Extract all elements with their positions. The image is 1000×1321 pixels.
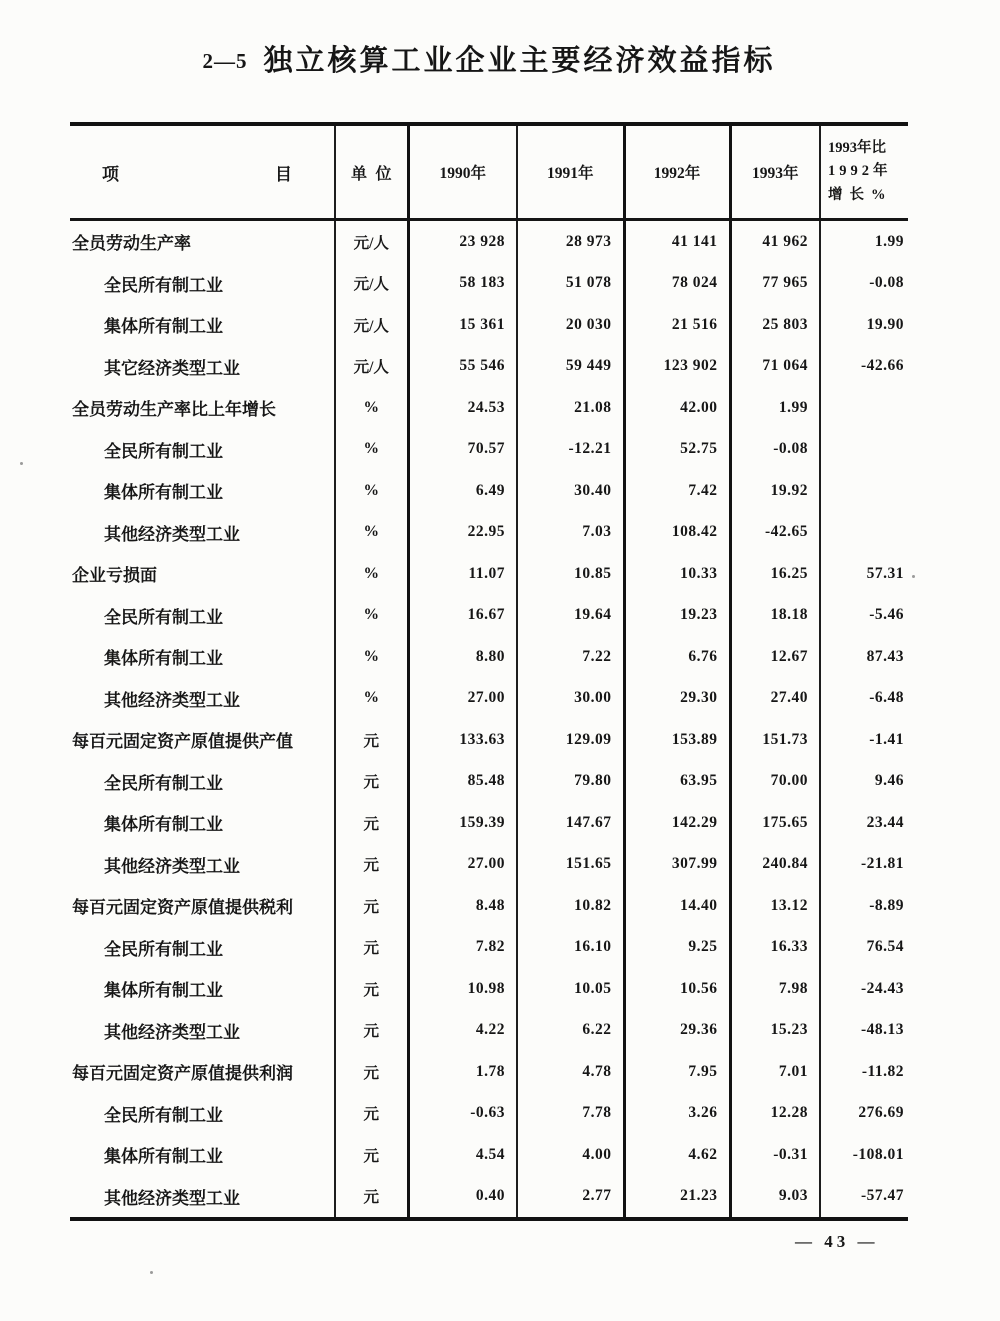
value-1993-cell: 240.84 xyxy=(730,844,820,886)
value-1992-cell: 10.33 xyxy=(624,553,730,595)
item-label-cell: 其他经济类型工业 xyxy=(104,1188,240,1208)
growth-value-cell: -57.47 xyxy=(820,1176,908,1220)
value-1991-cell: 30.40 xyxy=(517,470,624,512)
value-1990-cell: 159.39 xyxy=(408,802,517,844)
unit-cell: % xyxy=(335,387,408,429)
value-1993-cell: 9.03 xyxy=(730,1176,820,1220)
value-1990-cell: 1.78 xyxy=(408,1051,517,1093)
value-1990-cell: 8.48 xyxy=(408,885,517,927)
growth-header-line3: 增长% xyxy=(828,186,893,203)
value-1993-cell: 7.01 xyxy=(730,1051,820,1093)
table-row xyxy=(70,636,908,678)
growth-value-cell xyxy=(820,429,908,471)
item-label-cell: 每百元固定资产原值提供产值 xyxy=(72,732,293,752)
table-row xyxy=(70,263,908,305)
table-row xyxy=(70,387,908,429)
value-1991-cell: -12.21 xyxy=(517,429,624,471)
value-1991-cell: 7.78 xyxy=(517,1093,624,1135)
value-1992-cell: 108.42 xyxy=(624,512,730,554)
unit-cell: 元 xyxy=(335,719,408,761)
value-1991-cell: 147.67 xyxy=(517,802,624,844)
value-1992-cell: 153.89 xyxy=(624,719,730,761)
growth-value-cell xyxy=(820,512,908,554)
value-1993-cell: 16.33 xyxy=(730,927,820,969)
value-1991-cell: 59 449 xyxy=(517,346,624,388)
growth-value-cell: -108.01 xyxy=(820,1134,908,1176)
value-1991-cell: 28 973 xyxy=(517,220,624,263)
table-row xyxy=(70,595,908,637)
table-row xyxy=(70,844,908,886)
table-row xyxy=(70,220,908,263)
unit-cell: % xyxy=(335,553,408,595)
table-row xyxy=(70,346,908,388)
item-label-cell: 企业亏损面 xyxy=(72,566,157,586)
col-header-1992: 1992年 xyxy=(624,124,730,220)
value-1991-cell: 21.08 xyxy=(517,387,624,429)
value-1992-cell: 52.75 xyxy=(624,429,730,471)
item-label-cell: 集体所有制工业 xyxy=(104,981,223,1001)
unit-cell: % xyxy=(335,470,408,512)
header-row xyxy=(70,124,908,220)
value-1991-cell: 10.05 xyxy=(517,968,624,1010)
value-1990-cell: 6.49 xyxy=(408,470,517,512)
value-1990-cell: 10.98 xyxy=(408,968,517,1010)
value-1992-cell: 6.76 xyxy=(624,636,730,678)
value-1992-cell: 21.23 xyxy=(624,1176,730,1220)
growth-value-cell: -11.82 xyxy=(820,1051,908,1093)
scan-speckle xyxy=(912,575,915,578)
unit-cell: 元 xyxy=(335,1010,408,1052)
value-1990-cell: 11.07 xyxy=(408,553,517,595)
table-number: 2—5 xyxy=(202,49,248,73)
value-1993-cell: 71 064 xyxy=(730,346,820,388)
growth-value-cell: 76.54 xyxy=(820,927,908,969)
value-1990-cell: 70.57 xyxy=(408,429,517,471)
value-1990-cell: 23 928 xyxy=(408,220,517,263)
col-header-1993: 1993年 xyxy=(730,124,820,220)
value-1991-cell: 79.80 xyxy=(517,761,624,803)
value-1991-cell: 4.00 xyxy=(517,1134,624,1176)
item-label-cell: 每百元固定资产原值提供利润 xyxy=(72,1064,293,1084)
value-1991-cell: 30.00 xyxy=(517,678,624,720)
value-1991-cell: 7.22 xyxy=(517,636,624,678)
table-row xyxy=(70,470,908,512)
growth-value-cell: -48.13 xyxy=(820,1010,908,1052)
value-1992-cell: 4.62 xyxy=(624,1134,730,1176)
value-1993-cell: 175.65 xyxy=(730,802,820,844)
value-1991-cell: 51 078 xyxy=(517,263,624,305)
item-label-cell: 全民所有制工业 xyxy=(104,441,223,461)
value-1991-cell: 151.65 xyxy=(517,844,624,886)
value-1990-cell: 55 546 xyxy=(408,346,517,388)
value-1992-cell: 29.36 xyxy=(624,1010,730,1052)
growth-value-cell: -8.89 xyxy=(820,885,908,927)
value-1993-cell: 13.12 xyxy=(730,885,820,927)
growth-value-cell: 23.44 xyxy=(820,802,908,844)
value-1993-cell: 12.67 xyxy=(730,636,820,678)
unit-cell: 元/人 xyxy=(335,304,408,346)
unit-cell: 元 xyxy=(335,968,408,1010)
value-1993-cell: 151.73 xyxy=(730,719,820,761)
unit-cell: 元 xyxy=(335,1051,408,1093)
value-1990-cell: 4.22 xyxy=(408,1010,517,1052)
unit-cell: % xyxy=(335,429,408,471)
value-1992-cell: 7.42 xyxy=(624,470,730,512)
value-1991-cell: 10.85 xyxy=(517,553,624,595)
value-1992-cell: 123 902 xyxy=(624,346,730,388)
value-1990-cell: 27.00 xyxy=(408,844,517,886)
table-row xyxy=(70,1134,908,1176)
table-row xyxy=(70,885,908,927)
value-1992-cell: 307.99 xyxy=(624,844,730,886)
unit-cell: 元 xyxy=(335,1134,408,1176)
value-1990-cell: 0.40 xyxy=(408,1176,517,1220)
value-1991-cell: 16.10 xyxy=(517,927,624,969)
table-title: 独立核算工业企业主要经济效益指标 xyxy=(263,45,776,77)
col-header-unit: 单位 xyxy=(335,124,408,220)
value-1991-cell: 19.64 xyxy=(517,595,624,637)
value-1993-cell: -0.31 xyxy=(730,1134,820,1176)
table-row xyxy=(70,553,908,595)
item-label-cell: 集体所有制工业 xyxy=(104,483,223,503)
value-1993-cell: 16.25 xyxy=(730,553,820,595)
value-1990-cell: 4.54 xyxy=(408,1134,517,1176)
value-1991-cell: 4.78 xyxy=(517,1051,624,1093)
value-1993-cell: 19.92 xyxy=(730,470,820,512)
value-1992-cell: 41 141 xyxy=(624,220,730,263)
value-1991-cell: 20 030 xyxy=(517,304,624,346)
page-number: — 43 — xyxy=(795,1232,879,1251)
unit-cell: 元 xyxy=(335,1176,408,1220)
value-1993-cell: -0.08 xyxy=(730,429,820,471)
unit-cell: % xyxy=(335,636,408,678)
item-label-cell: 全民所有制工业 xyxy=(104,275,223,295)
value-1993-cell: 25 803 xyxy=(730,304,820,346)
value-1992-cell: 14.40 xyxy=(624,885,730,927)
value-1992-cell: 29.30 xyxy=(624,678,730,720)
value-1993-cell: 7.98 xyxy=(730,968,820,1010)
unit-cell: 元 xyxy=(335,927,408,969)
unit-cell: 元 xyxy=(335,885,408,927)
growth-value-cell: -21.81 xyxy=(820,844,908,886)
value-1993-cell: 41 962 xyxy=(730,220,820,263)
value-1990-cell: -0.63 xyxy=(408,1093,517,1135)
growth-value-cell: 9.46 xyxy=(820,761,908,803)
value-1992-cell: 42.00 xyxy=(624,387,730,429)
value-1992-cell: 10.56 xyxy=(624,968,730,1010)
item-label-cell: 其它经济类型工业 xyxy=(104,358,240,378)
value-1990-cell: 58 183 xyxy=(408,263,517,305)
growth-header-line2: 1992年 xyxy=(828,163,892,180)
value-1991-cell: 129.09 xyxy=(517,719,624,761)
unit-cell: 元/人 xyxy=(335,346,408,388)
value-1993-cell: 27.40 xyxy=(730,678,820,720)
item-label-cell: 全民所有制工业 xyxy=(104,607,223,627)
value-1990-cell: 8.80 xyxy=(408,636,517,678)
unit-cell: 元 xyxy=(335,802,408,844)
item-label-cell: 其他经济类型工业 xyxy=(104,856,240,876)
value-1990-cell: 15 361 xyxy=(408,304,517,346)
table-row xyxy=(70,1093,908,1135)
value-1991-cell: 6.22 xyxy=(517,1010,624,1052)
table-body xyxy=(70,220,908,1220)
item-label-cell: 全民所有制工业 xyxy=(104,1105,223,1125)
value-1992-cell: 9.25 xyxy=(624,927,730,969)
value-1990-cell: 85.48 xyxy=(408,761,517,803)
table-row xyxy=(70,719,908,761)
table-row xyxy=(70,512,908,554)
value-1992-cell: 142.29 xyxy=(624,802,730,844)
growth-value-cell: -5.46 xyxy=(820,595,908,637)
table-row xyxy=(70,429,908,471)
value-1992-cell: 19.23 xyxy=(624,595,730,637)
unit-cell: % xyxy=(335,512,408,554)
growth-value-cell: 57.31 xyxy=(820,553,908,595)
value-1993-cell: 77 965 xyxy=(730,263,820,305)
col-header-1991: 1991年 xyxy=(517,124,624,220)
item-label-cell: 其他经济类型工业 xyxy=(104,690,240,710)
item-label-cell: 集体所有制工业 xyxy=(104,815,223,835)
value-1990-cell: 24.53 xyxy=(408,387,517,429)
value-1992-cell: 78 024 xyxy=(624,263,730,305)
col-header-1990: 1990年 xyxy=(408,124,517,220)
item-label-cell: 集体所有制工业 xyxy=(104,317,223,337)
value-1992-cell: 7.95 xyxy=(624,1051,730,1093)
value-1992-cell: 3.26 xyxy=(624,1093,730,1135)
unit-cell: % xyxy=(335,595,408,637)
value-1990-cell: 27.00 xyxy=(408,678,517,720)
value-1992-cell: 63.95 xyxy=(624,761,730,803)
table-row xyxy=(70,1176,908,1220)
value-1990-cell: 7.82 xyxy=(408,927,517,969)
item-label-cell: 每百元固定资产原值提供税利 xyxy=(72,898,293,918)
unit-cell: 元/人 xyxy=(335,263,408,305)
item-label-cell: 全员劳动生产率比上年增长 xyxy=(72,400,276,420)
col-header-item: 项目 xyxy=(70,124,335,220)
table-row xyxy=(70,927,908,969)
unit-cell: 元 xyxy=(335,844,408,886)
table-row xyxy=(70,968,908,1010)
value-1992-cell: 21 516 xyxy=(624,304,730,346)
item-label-cell: 全民所有制工业 xyxy=(104,939,223,959)
item-label-cell: 集体所有制工业 xyxy=(104,1147,223,1167)
growth-value-cell xyxy=(820,470,908,512)
growth-value-cell: 276.69 xyxy=(820,1093,908,1135)
value-1993-cell: 15.23 xyxy=(730,1010,820,1052)
value-1990-cell: 16.67 xyxy=(408,595,517,637)
value-1993-cell: -42.65 xyxy=(730,512,820,554)
scan-speckle xyxy=(20,462,23,465)
col-header-growth xyxy=(820,124,908,220)
table-row xyxy=(70,1010,908,1052)
value-1993-cell: 70.00 xyxy=(730,761,820,803)
unit-cell: % xyxy=(335,678,408,720)
growth-value-cell: 1.99 xyxy=(820,220,908,263)
growth-value-cell: 19.90 xyxy=(820,304,908,346)
item-label-cell: 全员劳动生产率 xyxy=(72,234,191,254)
table-row xyxy=(70,802,908,844)
value-1991-cell: 7.03 xyxy=(517,512,624,554)
item-label-cell: 全民所有制工业 xyxy=(104,773,223,793)
growth-value-cell: -42.66 xyxy=(820,346,908,388)
growth-value-cell: -1.41 xyxy=(820,719,908,761)
value-1993-cell: 18.18 xyxy=(730,595,820,637)
table-row xyxy=(70,761,908,803)
growth-value-cell: -6.48 xyxy=(820,678,908,720)
item-label-cell: 其他经济类型工业 xyxy=(104,1022,240,1042)
growth-value-cell: -24.43 xyxy=(820,968,908,1010)
growth-header-line1: 1993年比 xyxy=(828,140,886,157)
value-1993-cell: 1.99 xyxy=(730,387,820,429)
growth-value-cell xyxy=(820,387,908,429)
indicators-table xyxy=(70,122,908,1221)
value-1991-cell: 2.77 xyxy=(517,1176,624,1220)
unit-cell: 元 xyxy=(335,761,408,803)
item-label-cell: 其他经济类型工业 xyxy=(104,524,240,544)
growth-value-cell: -0.08 xyxy=(820,263,908,305)
value-1990-cell: 22.95 xyxy=(408,512,517,554)
table-row xyxy=(70,1051,908,1093)
page-title xyxy=(70,38,908,79)
unit-cell: 元/人 xyxy=(335,220,408,263)
growth-value-cell: 87.43 xyxy=(820,636,908,678)
scan-speckle xyxy=(150,1271,153,1274)
item-label-cell: 集体所有制工业 xyxy=(104,649,223,669)
value-1991-cell: 10.82 xyxy=(517,885,624,927)
value-1990-cell: 133.63 xyxy=(408,719,517,761)
unit-cell: 元 xyxy=(335,1093,408,1135)
value-1993-cell: 12.28 xyxy=(730,1093,820,1135)
table-row xyxy=(70,678,908,720)
table-row xyxy=(70,304,908,346)
